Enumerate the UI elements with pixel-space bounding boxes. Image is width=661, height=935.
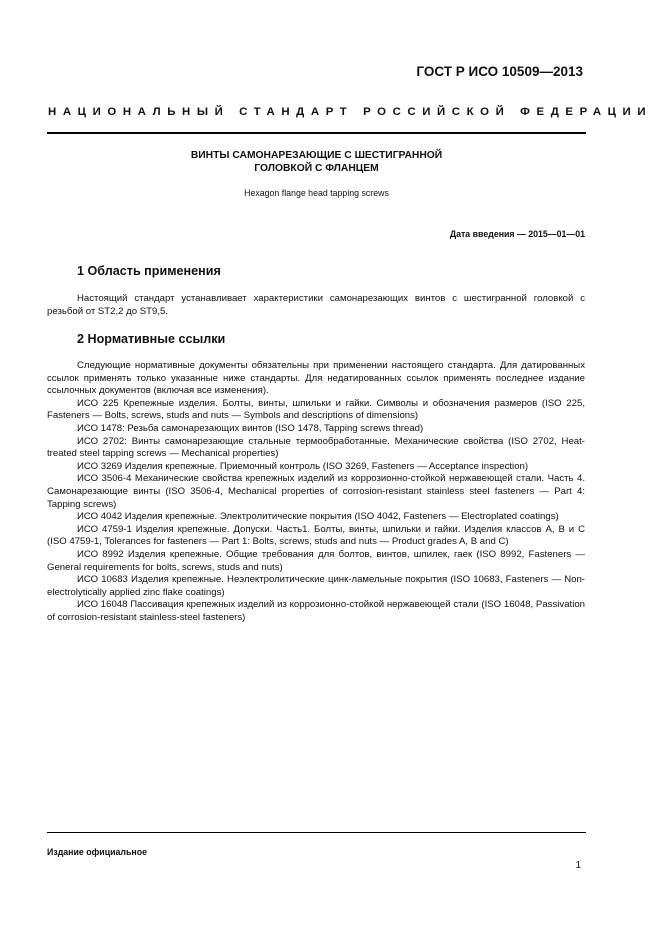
reference-item: ИСО 4759-1 Изделия крепежные. Допуски. Часть1. Болты, винты, шпильки и гайки. Изделия классов А, В и С (ISO 4759-1, Tolerances for fasteners — Part 1: Bolts, screws, studs and nuts — Product grades A, B and C) [47,523,585,548]
reference-item: ИСО 2702: Винты самонарезающие стальные термообработанные. Механические свойства (ISO 2702, Heat-treated steel tapping screws — Mechanical properties) [47,435,585,460]
section-heading-scope: 1 Область применения [77,264,221,278]
reference-item: ИСО 16048 Пассивация крепежных изделий из коррозионно-стойкой нержавеющей стали (ISO 16048, Passivation of corrosion-resistant stainless-steel fasteners) [47,599,585,623]
reference-item: ИСО 4042 Изделия крепежные. Электролитические покрытия (ISO 4042, Fasteners — Electroplated coatings) [77,511,559,523]
reference-item: ИСО 10683 Изделия крепежные. Неэлектролитические цинк-ламельные покрытия (ISO 10683, Fasteners — Non-electrolytically applied zinc flake coatings) [47,574,585,598]
reference-item: ИСО 8992 Изделия крепежные. Общие требования для болтов, винтов, шпилек, гаек (ISO 8992, Fasteners — General requirements for bolts, screws, studs and nuts) [47,548,585,573]
reference-item: ИСО 225 Крепежные изделия. Болты, винты, шпильки и гайки. Символы и обозначения размеров (ISO 225, Fasteners — Bolts, screws, studs and nuts — Symbols and descriptions of dimensions) [47,397,585,422]
document-number: ГОСТ Р ИСО 10509—2013 [416,64,583,79]
section-heading-normative-references: 2 Нормативные ссылки [77,332,226,346]
reference-item: ИСО 3506-4 Механические свойства крепежных изделий из коррозионно-стойкой нержавеющей стали. Часть 4. Самонарезающие винты (ISO 3506-4, Mechanical properties of corrosion-resistant stainless steel fasteners — Part 4: Tapping screws) [47,473,585,510]
paragraph: Следующие нормативные документы обязательны при применении настоящего стандарта. Для датированных ссылок применять только указанные ниже стандарты. Для недатированных ссылок применять последнее издание ссылочных документов (включая все изменения). [47,360,585,397]
english-title: Hexagon flange head tapping screws [244,188,389,198]
introduction-date: Дата введения — 2015—01—01 [449,229,585,239]
section-body-scope [47,293,585,318]
official-edition-label: Издание официальное [47,847,147,857]
document-title [47,150,586,175]
footer-divider [47,832,586,833]
document-title-line-1: ВИНТЫ САМОНАРЕЗАЮЩИЕ С ШЕСТИГРАННОЙ [190,150,443,161]
page-number: 1 [575,860,581,871]
reference-item: ИСО 1478: Резьба самонарезающих винтов (ISO 1478, Tapping screws thread) [77,422,424,434]
national-standard-heading: НАЦИОНАЛЬНЫЙ СТАНДАРТ РОССИЙСКОЙ ФЕДЕРАЦИИ [48,106,653,118]
reference-item: ИСО 3269 Изделия крепежные. Приемочный контроль (ISO 3269, Fasteners — Acceptance inspection) [77,460,529,472]
header-divider [47,132,586,134]
section-body-normative-references [47,360,585,624]
document-title-line-2: ГОЛОВКОЙ С ФЛАНЦЕМ [254,162,379,174]
paragraph: Настоящий стандарт устанавливает характеристики самонарезающих винтов с шестигранной головкой с резьбой от ST2,2 до ST9,5. [47,293,585,317]
